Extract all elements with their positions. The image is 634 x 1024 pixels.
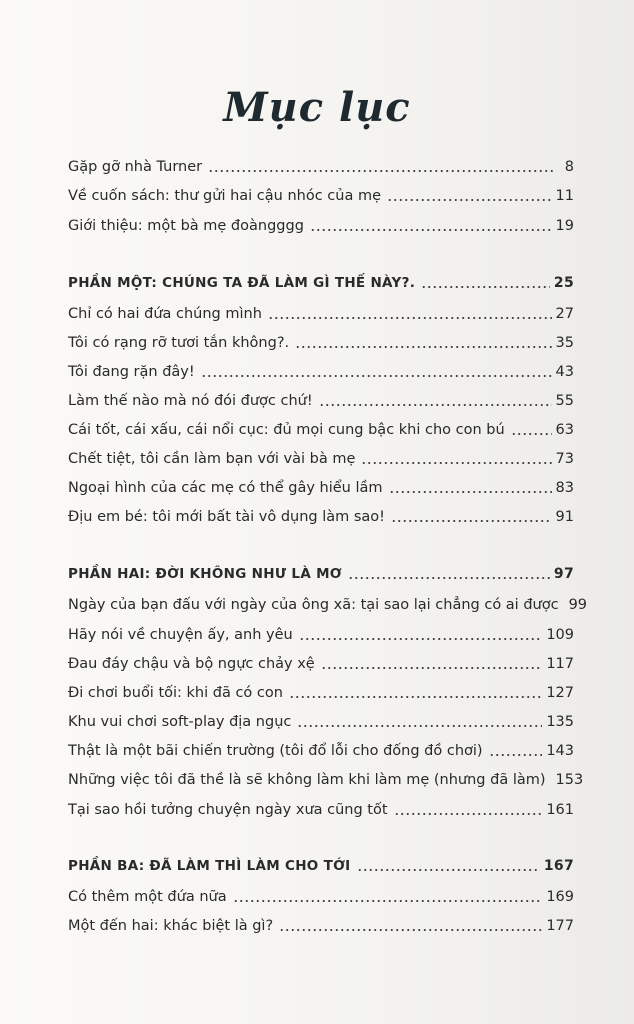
- dot-leader: [233, 900, 543, 902]
- dot-leader: [389, 491, 552, 493]
- toc-entry: [68, 651, 574, 673]
- toc-entry-page: 169: [546, 889, 574, 905]
- dot-leader: [201, 375, 552, 377]
- toc-entry-label: Những việc tôi đã thề là sẽ không làm khi làm mẹ (nhưng đã làm): [68, 772, 546, 788]
- toc-part-heading: [68, 561, 574, 583]
- toc-part-label: PHẦN BA: ĐÃ LÀM THÌ LÀM CHO TỚI: [68, 858, 351, 874]
- toc-entry: [68, 738, 574, 760]
- dot-leader: [394, 813, 543, 815]
- dot-leader: [391, 520, 552, 522]
- toc-entry-page: 83: [555, 480, 574, 496]
- toc-entry-page: 63: [555, 422, 574, 438]
- dot-leader: [268, 317, 552, 319]
- toc-entry-page: 161: [546, 802, 574, 818]
- toc-part-heading: [68, 853, 574, 875]
- toc-entry-label: Hãy nói về chuyện ấy, anh yêu: [68, 627, 293, 643]
- toc-entry-label: Gặp gỡ nhà Turner: [68, 159, 203, 175]
- dot-leader: [321, 667, 543, 669]
- dot-leader: [511, 433, 552, 435]
- toc-part-label: PHẦN HAI: ĐỜI KHÔNG NHƯ LÀ MƠ: [68, 566, 342, 582]
- dot-leader: [489, 754, 543, 756]
- toc-entry-page: 35: [555, 335, 574, 351]
- page-title: Mục lục: [223, 84, 411, 131]
- toc-entry-page: 43: [555, 364, 574, 380]
- toc-entry: [68, 213, 574, 235]
- toc-entry: [68, 680, 574, 702]
- toc-entry-label: Chết tiệt, tôi cần làm bạn với vài bà mẹ: [68, 451, 356, 467]
- toc-part-page: 25: [553, 275, 574, 291]
- toc-entry-page: 177: [546, 918, 574, 934]
- toc-entry-label: Thật là một bãi chiến trường (tôi đổ lỗi cho đống đồ chơi): [68, 743, 483, 759]
- toc-entry: [68, 592, 588, 614]
- toc-entry: [68, 359, 574, 381]
- toc-part-heading: [68, 270, 574, 292]
- toc-entry-page: 153: [555, 772, 584, 788]
- toc-entry: [68, 388, 574, 410]
- toc-entry-label: Tại sao hồi tưởng chuyện ngày xưa cũng tốt: [68, 802, 388, 818]
- toc-entry-label: Làm thế nào mà nó đói được chứ!: [68, 393, 313, 409]
- toc-entry: [68, 301, 574, 323]
- dot-leader: [295, 346, 551, 348]
- toc-entry-label: Địu em bé: tôi mới bất tài vô dụng làm sao!: [68, 509, 385, 525]
- toc-entry: [68, 475, 574, 497]
- dot-leader: [421, 286, 550, 288]
- toc-entry: [68, 709, 574, 731]
- toc-entry-page: 27: [555, 306, 574, 322]
- dot-leader: [357, 869, 540, 871]
- toc-entry-page: 55: [555, 393, 574, 409]
- toc-entry-page: 109: [546, 627, 574, 643]
- dot-leader: [208, 170, 556, 172]
- dot-leader: [279, 929, 542, 931]
- toc-part-page: 97: [553, 566, 574, 582]
- toc-entry-label: Tôi có rạng rỡ tươi tắn không?.: [68, 335, 290, 351]
- dot-leader: [319, 404, 552, 406]
- toc-entry-page: 135: [546, 714, 574, 730]
- toc-entry-label: Ngoại hình của các mẹ có thể gây hiểu lầm: [68, 480, 383, 496]
- toc-entry-page: 11: [555, 188, 574, 204]
- toc-entry: [68, 622, 574, 644]
- dot-leader: [299, 638, 543, 640]
- dot-leader: [348, 577, 550, 579]
- toc-entry-label: Ngày của bạn đấu với ngày của ông xã: tại sao lại chẳng có ai được: [68, 597, 559, 613]
- toc-entry-label: Giới thiệu: một bà mẹ đoàngggg: [68, 218, 304, 234]
- toc-entry-label: Chỉ có hai đứa chúng mình: [68, 306, 262, 322]
- toc-entry: [68, 183, 574, 205]
- toc-entry: [68, 330, 574, 352]
- toc-entry: [68, 884, 574, 906]
- toc-part-page: 167: [543, 858, 574, 874]
- toc-entry-page: 99: [568, 597, 588, 613]
- toc-entry-page: 143: [546, 743, 574, 759]
- toc-entry-label: Tôi đang rặn đây!: [68, 364, 195, 380]
- dot-leader: [361, 462, 551, 464]
- toc-entry: [68, 154, 574, 176]
- toc-entry: [68, 504, 574, 526]
- toc-entry: [68, 913, 574, 935]
- toc-entry: [68, 767, 584, 789]
- toc-entry-label: Có thêm một đứa nữa: [68, 889, 227, 905]
- toc-entry-page: 8: [564, 159, 574, 175]
- toc-entry-page: 91: [555, 509, 574, 525]
- toc-entry-label: Khu vui chơi soft-play địa ngục: [68, 714, 292, 730]
- dot-leader: [289, 696, 542, 698]
- toc-entry-label: Cái tốt, cái xấu, cái nổi cục: đủ mọi cung bậc khi cho con bú: [68, 422, 505, 438]
- toc-entry-page: 117: [546, 656, 574, 672]
- toc-part-label: PHẦN MỘT: CHÚNG TA ĐÃ LÀM GÌ THẾ NÀY?.: [68, 275, 416, 291]
- toc-entry: [68, 446, 574, 468]
- toc-entry-label: Về cuốn sách: thư gửi hai cậu nhóc của mẹ: [68, 188, 381, 204]
- toc-entry: [68, 797, 574, 819]
- toc-entry-page: 127: [546, 685, 574, 701]
- toc-entry-page: 73: [555, 451, 574, 467]
- toc-entry-label: Đi chơi buổi tối: khi đã có con: [68, 685, 283, 701]
- dot-leader: [310, 229, 552, 231]
- dot-leader: [297, 725, 542, 727]
- toc-entry-label: Đau đáy chậu và bộ ngực chảy xệ: [68, 656, 315, 672]
- dot-leader: [387, 199, 552, 201]
- toc-entry-page: 19: [555, 218, 574, 234]
- toc-entry: [68, 417, 574, 439]
- toc-entry-label: Một đến hai: khác biệt là gì?: [68, 918, 274, 934]
